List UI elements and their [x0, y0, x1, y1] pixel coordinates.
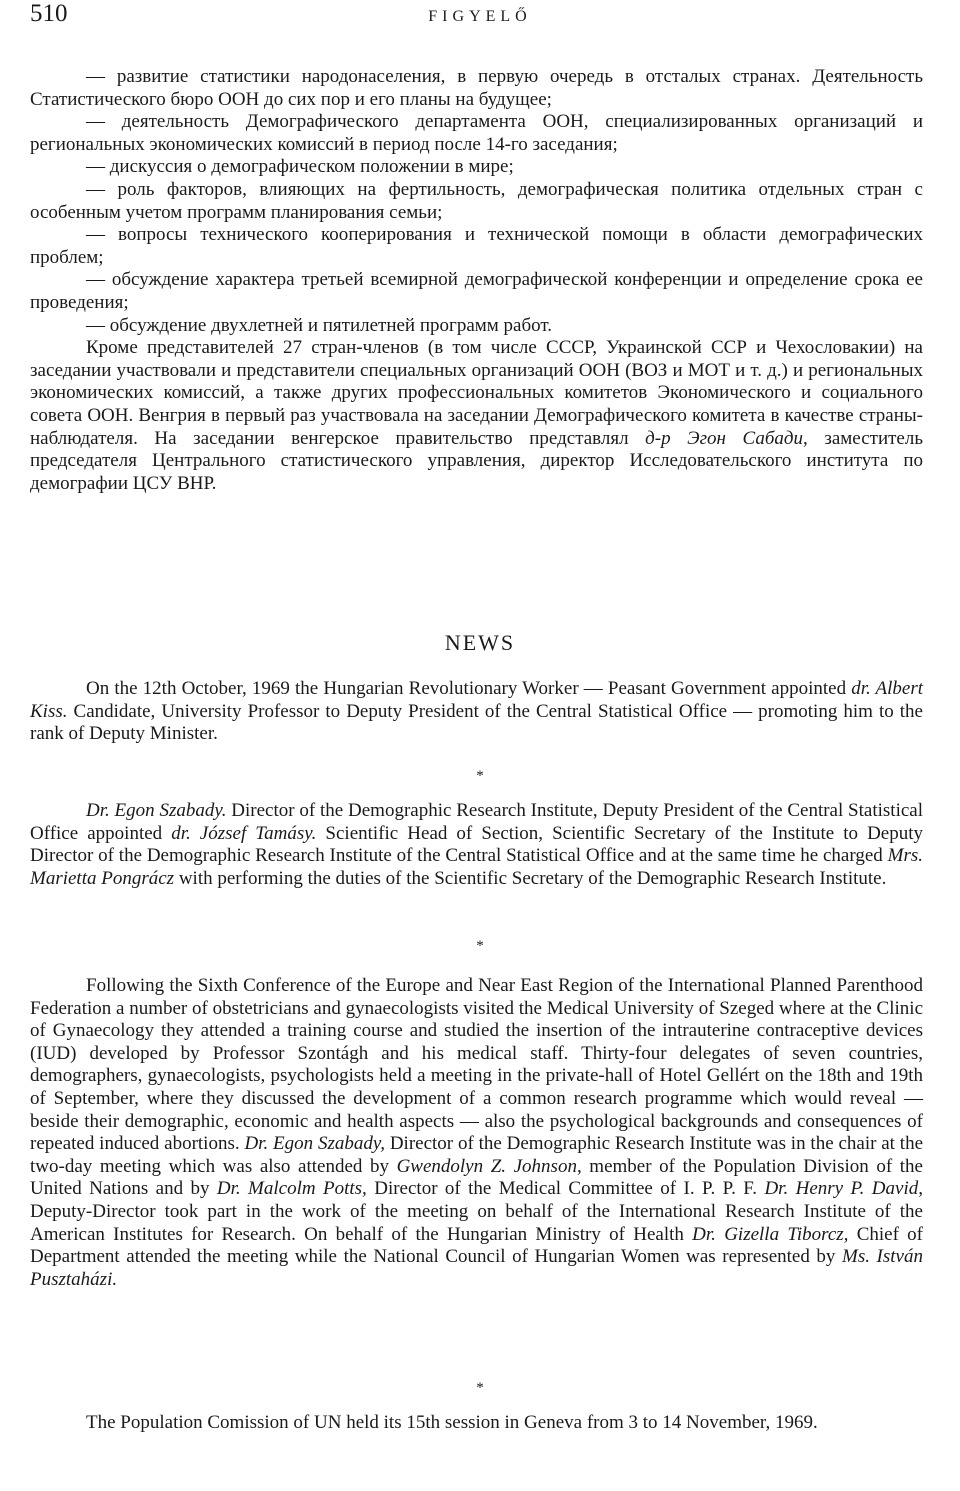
- russian-text-section: [30, 66, 923, 495]
- paragraph-text: Candidate, University Professor to Deputy President of the Central Statistical Office — promoting him to the rank of Deputy Minister.: [30, 700, 923, 745]
- paragraph-text: The Population Comission of UN held its 15th session in Geneva from 3 to 14 November, 1969.: [86, 1412, 818, 1433]
- russian-closing-paragraph: [30, 337, 923, 495]
- news-heading: NEWS: [444, 630, 516, 655]
- section-separator: *: [476, 1380, 484, 1396]
- person-name: Gwendolyn Z. Johnson,: [396, 1155, 582, 1177]
- paragraph-text: Director of the Demographic Research Institute, Deputy President of the Central Statistical Office appointed: [30, 800, 923, 844]
- person-name: Mrs. Marietta Pongrácz: [30, 845, 923, 889]
- agenda-item: — дискуссия о демографическом положении в мире;: [86, 156, 514, 178]
- paragraph-text: On the 12th October, 1969 the Hungarian Revolutionary Worker — Peasant Government appointed: [86, 678, 852, 699]
- paragraph-text: Scientific Head of Section, Scientific Secretary of the Institute to Deputy Director of the Demographic Research Institute of the Central Statistical Office and at the same time he charged: [30, 822, 923, 867]
- section-separator: *: [476, 768, 484, 784]
- paragraph-text: , заместитель председателя Центрального статистического управления, директор Исследовательского института по демографии ЦСУ ВНР.: [30, 427, 923, 494]
- paragraph-text: Director of the Demographic Research Institute was in the chair at the two-day meeting which was also attended by: [30, 1133, 924, 1177]
- person-name: dr. József Tamásy.: [171, 822, 317, 844]
- agenda-item: — обсуждение характера третьей всемирной демографической конференции и определение срока ее проведения;: [30, 269, 923, 313]
- person-name: Dr. Henry P. David,: [764, 1178, 923, 1200]
- news-item-3: [30, 975, 923, 1291]
- paragraph-text: Chief of Department attended the meeting while the National Council of Hungarian Women was represented by: [30, 1223, 923, 1268]
- agenda-item: — деятельность Демографического департамента ООН, специализированных организаций и региональных экономических комиссий в период после 14-го заседания;: [30, 111, 923, 155]
- person-name: Dr. Egon Szabady,: [244, 1133, 385, 1155]
- section-separator: *: [476, 938, 484, 954]
- agenda-item: — вопросы технического кооперирования и технической помощи в области демографических проблем;: [30, 224, 923, 268]
- paragraph-text: Following the Sixth Conference of the Europe and Near East Region of the International Planned Parenthood Federation a number of obstetricians and gynaecologists visited the Medical University of Szeged where at the Clinic of Gynaecology they attended a training course and studied the insertion of the intrauterine contraceptive devices (IUD) developed by Professor Szontágh and his medical staff. Thirty-four delegates of seven countries, demographers, gynaecologists, psychologists held a meeting in the private-hall of Hotel Gellért on the 18th and 19th of September, where they discussed the development of a common research programme which would reveal — beside their demographic, economic and health aspects — also the psychological backgrounds and consequences of repeated induced abortions.: [30, 975, 923, 1155]
- paragraph-text: member of the Population Division of the United Nations and by: [30, 1155, 923, 1200]
- page-number: 510: [30, 0, 68, 27]
- news-item-2: [30, 800, 923, 890]
- news-item-4: [30, 1412, 923, 1435]
- agenda-item: — роль факторов, влияющих на фертильность, демографическая политика отдельных стран с особенным учетом программ планирования семьи;: [30, 178, 923, 223]
- person-name: Dr. Gizella Tiborcz,: [692, 1223, 849, 1245]
- person-name: dr. Albert Kiss.: [30, 678, 924, 722]
- person-name: Ms. István Pusztaházi.: [30, 1246, 923, 1290]
- news-item-1: [30, 678, 923, 746]
- paragraph-text: Кроме представителей 27 стран-членов (в том числе СССР, Украинской ССР и Чехословакии) на заседании участвовали и представители специальных организаций ООН (ВОЗ и МОТ и т. д.) и региональных экономических комиссий, а также других профессиональных комитетов Экономического и социального совета ООН. Венгрия в первый раз участвовала на заседании Демографического комитета в качестве страны-наблюдателя. На заседании венгерское правительство представлял: [30, 337, 923, 449]
- paragraph-text: Director of the Medical Committee of I. P. P. F.: [366, 1178, 765, 1200]
- agenda-item: — обсуждение двухлетней и пятилетней программ работ.: [86, 314, 553, 336]
- running-title: FIGYELŐ: [428, 8, 532, 25]
- paragraph-text: with performing the duties of the Scientific Secretary of the Demographic Research Institute.: [174, 867, 887, 889]
- person-name: Dr. Egon Szabady.: [86, 800, 227, 821]
- person-name: Dr. Malcolm Potts,: [216, 1178, 367, 1200]
- agenda-item: — развитие статистики народонаселения, в первую очередь в отсталых странах. Деятельность Статистического бюро ООН до сих пор и его планы на будущее;: [30, 66, 923, 110]
- person-name: д-р Эгон Сабади: [645, 427, 804, 449]
- paragraph-text: Deputy-Director took part in the work of the meeting on behalf of the International Research Institute of the American Institutes for Research. On behalf of the Hungarian Ministry of Health: [30, 1200, 923, 1245]
